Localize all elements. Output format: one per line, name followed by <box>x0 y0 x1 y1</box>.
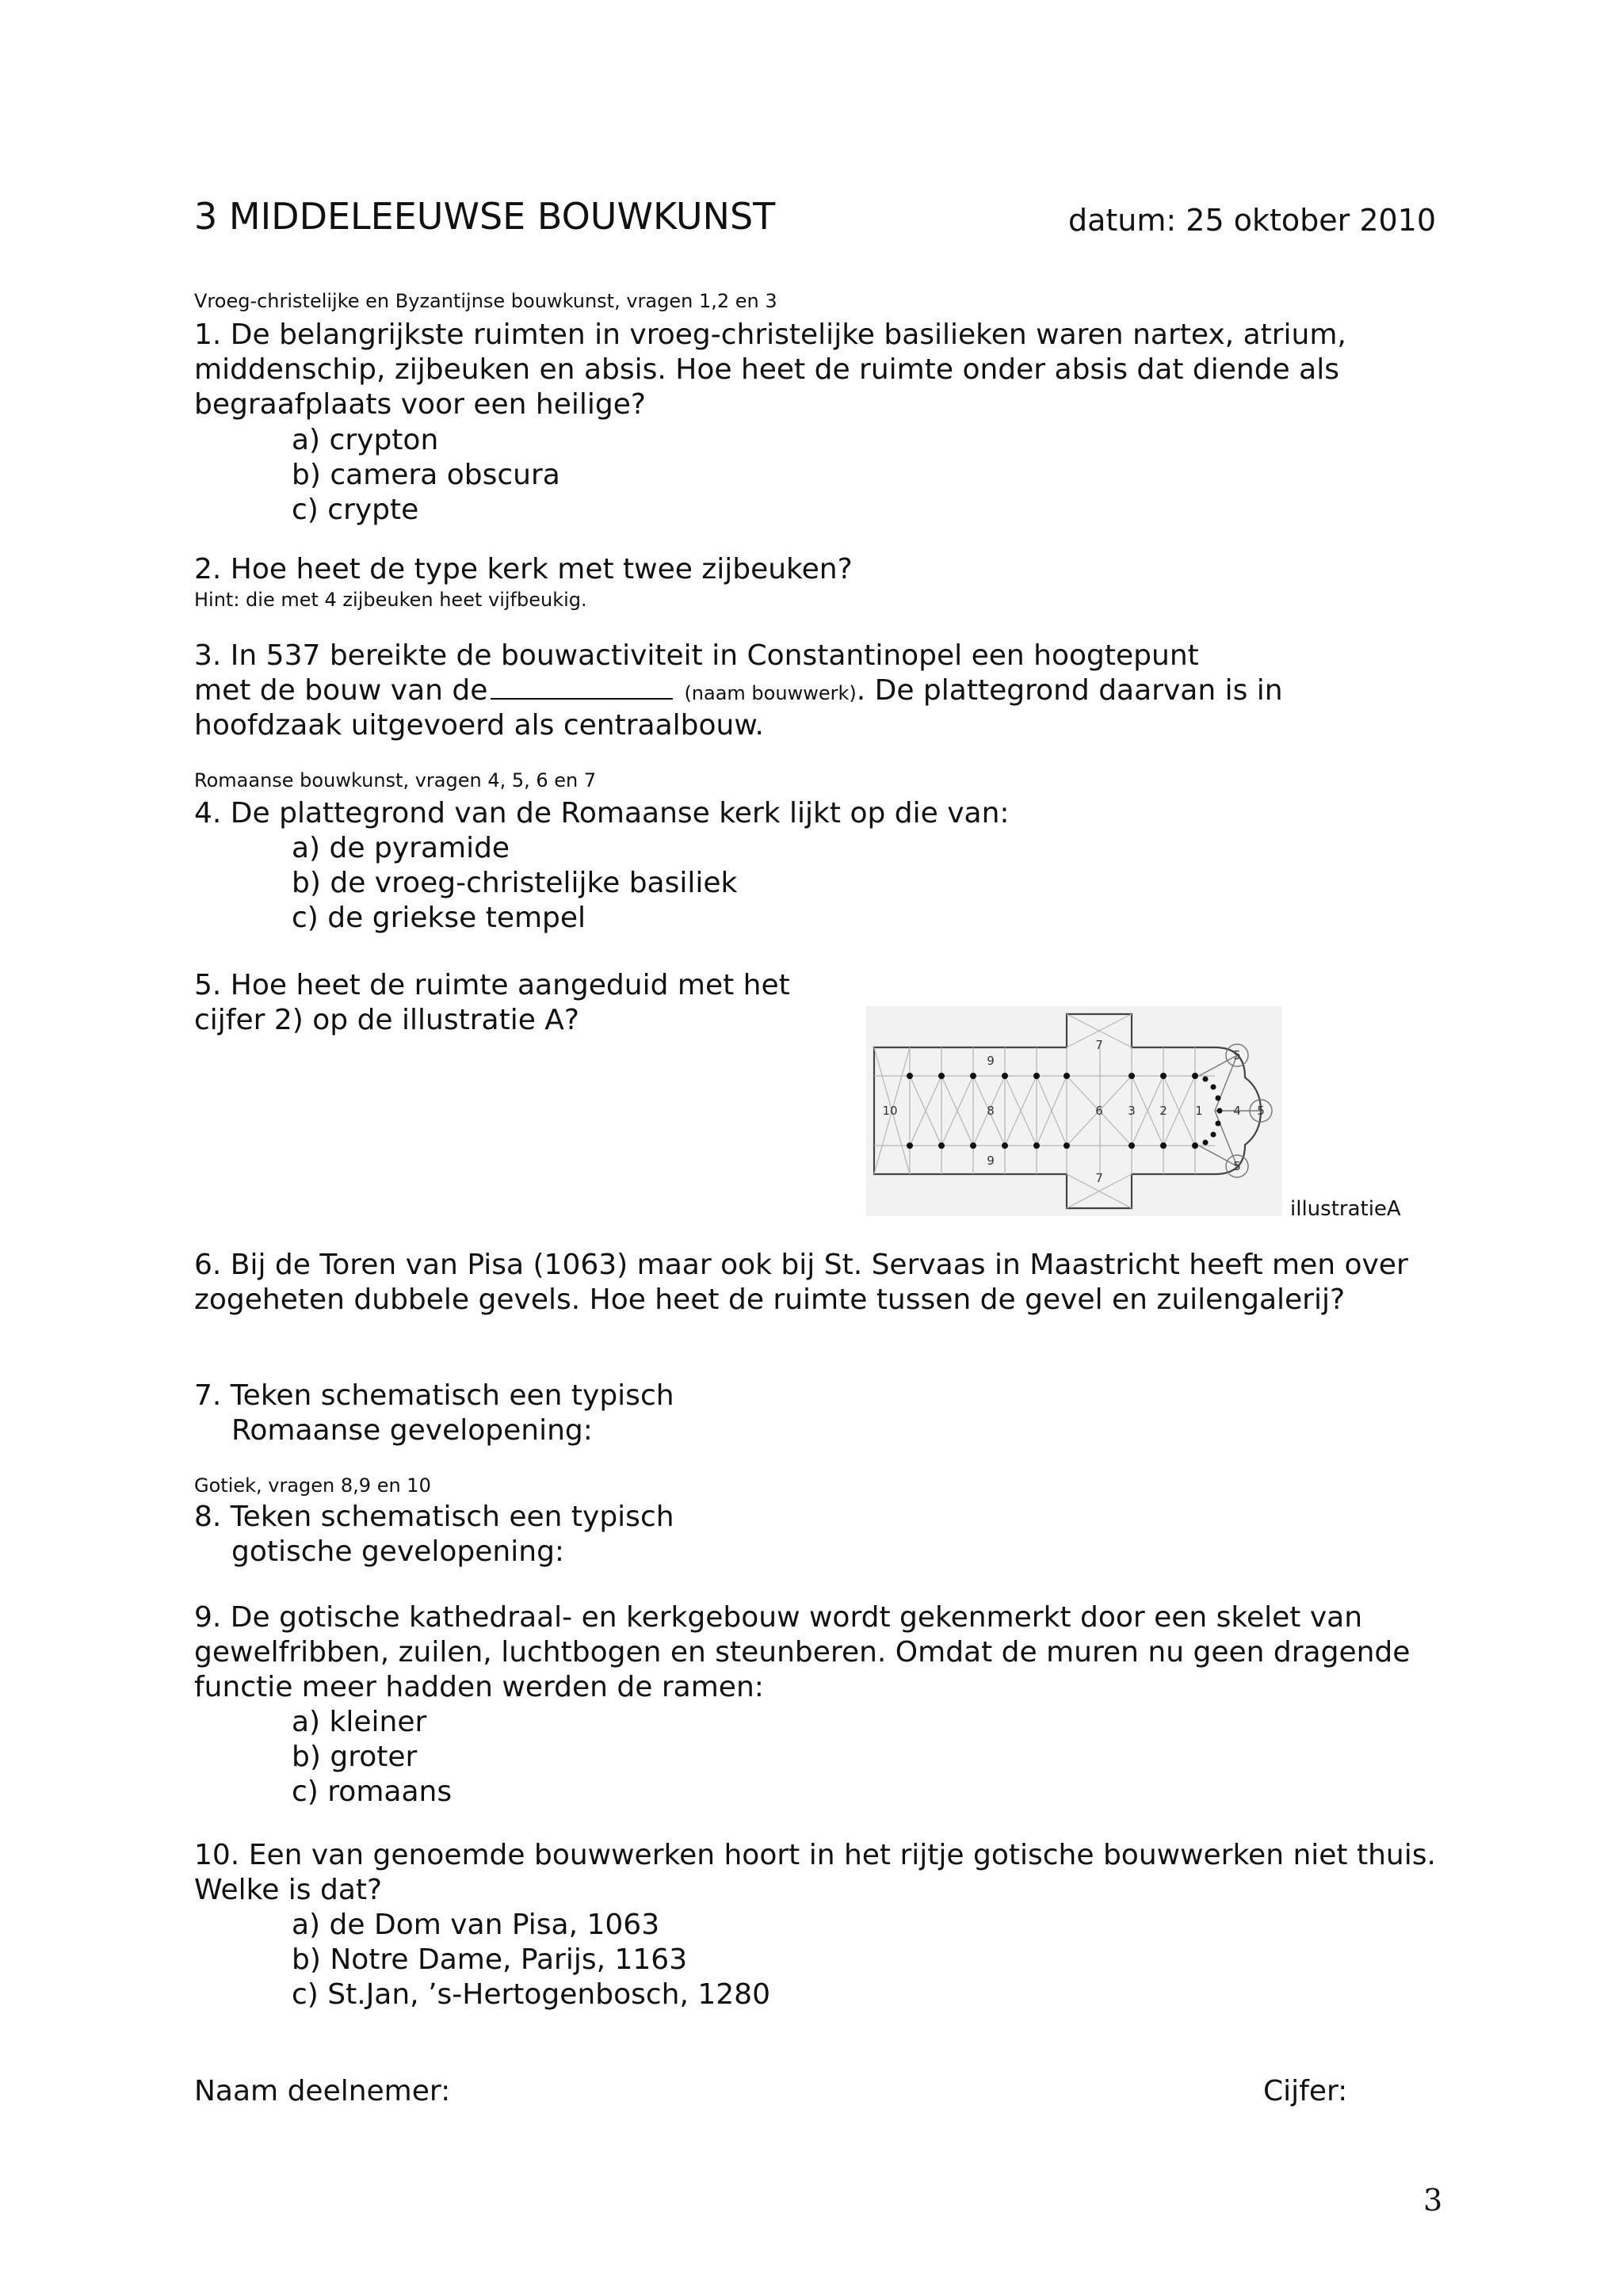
question-1-option-b: b) camera obscura <box>292 459 560 491</box>
plan-label-5-north: 5 <box>1233 1048 1241 1062</box>
question-10-line-1: 10. Een van genoemde bouwwerken hoort in het rijtje gotische bouwwerken niet thuis. <box>194 1839 1436 1871</box>
question-9-line-1: 9. De gotische kathedraal- en kerkgebouw wordt gekenmerkt door een skelet van <box>194 1601 1363 1634</box>
participant-name-label: Naam deelnemer: <box>194 2075 451 2107</box>
question-10-option-c: c) St.Jan, ’s-Hertogenbosch, 1280 <box>292 1978 770 2011</box>
plan-label-9-north: 9 <box>987 1054 995 1068</box>
plan-label-7-north: 7 <box>1095 1038 1103 1052</box>
question-6-line-1: 6. Bij de Toren van Pisa (1063) maar ook bij St. Servaas in Maastricht heeft men over <box>194 1249 1408 1281</box>
question-3-line-3: hoofdzaak uitgevoerd als centraalbouw. <box>194 709 764 742</box>
plan-label-9-south: 9 <box>987 1154 995 1168</box>
plan-label-6: 6 <box>1095 1104 1103 1118</box>
question-9-option-c: c) romaans <box>292 1775 453 1808</box>
question-1-line-2: middenschip, zijbeuken en absis. Hoe heet de ruimte onder absis dat diende als <box>194 353 1339 386</box>
question-3-text-post: . De plattegrond daarvan is in <box>856 674 1283 707</box>
question-3-text-pre: met de bouw van de <box>194 674 488 707</box>
question-3-line-1: 3. In 537 bereikte de bouwactiviteit in Constantinopel een hoogtepunt <box>194 639 1199 672</box>
answer-blank <box>491 674 673 700</box>
question-3-note: (naam bouwwerk) <box>684 682 857 704</box>
plan-label-10: 10 <box>882 1104 898 1118</box>
section-heading-early-christian: Vroeg-christelijke en Byzantijnse bouwkunst, vragen 1,2 en 3 <box>194 290 777 312</box>
plan-label-1: 1 <box>1195 1104 1203 1118</box>
plan-label-3: 3 <box>1128 1104 1136 1118</box>
question-9-option-b: b) groter <box>292 1741 418 1773</box>
illustration-caption: illustratieA <box>1290 1197 1401 1221</box>
question-9-option-a: a) kleiner <box>292 1706 427 1738</box>
question-7-line-1: 7. Teken schematisch een typisch <box>194 1379 674 1412</box>
question-10-option-b: b) Notre Dame, Parijs, 1163 <box>292 1943 688 1976</box>
question-10-option-a: a) de Dom van Pisa, 1063 <box>292 1909 660 1941</box>
question-4-option-b: b) de vroeg-christelijke basiliek <box>292 867 738 899</box>
floor-plan-drawing <box>866 1006 1282 1216</box>
page-number: 3 <box>1423 2183 1443 2218</box>
church-floor-plan-illustration <box>866 1006 1282 1216</box>
question-1-option-a: a) crypton <box>292 424 439 456</box>
plan-label-2: 2 <box>1159 1104 1167 1118</box>
question-2: 2. Hoe heet de type kerk met twee zijbeuken? <box>194 553 853 585</box>
exam-date: datum: 25 oktober 2010 <box>1068 203 1437 238</box>
question-8-line-2: gotische gevelopening: <box>231 1535 565 1568</box>
question-8-line-1: 8. Teken schematisch een typisch <box>194 1501 674 1533</box>
question-3-line-2 <box>194 673 1283 711</box>
plan-outline <box>874 1014 1261 1208</box>
question-5-line-1: 5. Hoe heet de ruimte aangeduid met het <box>194 969 790 1001</box>
question-1-option-c: c) crypte <box>292 494 419 526</box>
question-4-option-c: c) de griekse tempel <box>292 902 586 934</box>
question-7-line-2: Romaanse gevelopening: <box>231 1414 593 1447</box>
grade-label: Cijfer: <box>1263 2075 1348 2107</box>
question-9-line-3: functie meer hadden werden de ramen: <box>194 1671 764 1703</box>
question-9-line-2: gewelfribben, zuilen, luchtbogen en steunberen. Omdat de muren nu geen dragende <box>194 1636 1411 1669</box>
plan-label-7-south: 7 <box>1095 1171 1103 1185</box>
section-heading-gothic: Gotiek, vragen 8,9 en 10 <box>194 1474 431 1497</box>
question-4-option-a: a) de pyramide <box>292 832 510 864</box>
question-10-line-2: Welke is dat? <box>194 1874 383 1906</box>
plan-label-4: 4 <box>1233 1104 1241 1118</box>
plan-label-5-south: 5 <box>1233 1159 1241 1173</box>
question-6-line-2: zogeheten dubbele gevels. Hoe heet de ruimte tussen de gevel en zuilengalerij? <box>194 1283 1346 1316</box>
plan-label-8: 8 <box>987 1104 995 1118</box>
question-4: 4. De plattegrond van de Romaanse kerk lijkt op die van: <box>194 797 1010 830</box>
question-2-hint: Hint: die met 4 zijbeuken heet vijfbeukig. <box>194 589 587 611</box>
section-heading-romanesque: Romaanse bouwkunst, vragen 4, 5, 6 en 7 <box>194 769 597 791</box>
question-1-line-3: begraafplaats voor een heilige? <box>194 388 646 421</box>
page-title: 3 MIDDELEEUWSE BOUWKUNST <box>194 195 776 238</box>
question-1-line-1: 1. De belangrijkste ruimten in vroeg-christelijke basilieken waren nartex, atrium, <box>194 318 1346 351</box>
question-5-line-2: cijfer 2) op de illustratie A? <box>194 1004 580 1036</box>
plan-label-5-east: 5 <box>1257 1104 1265 1118</box>
